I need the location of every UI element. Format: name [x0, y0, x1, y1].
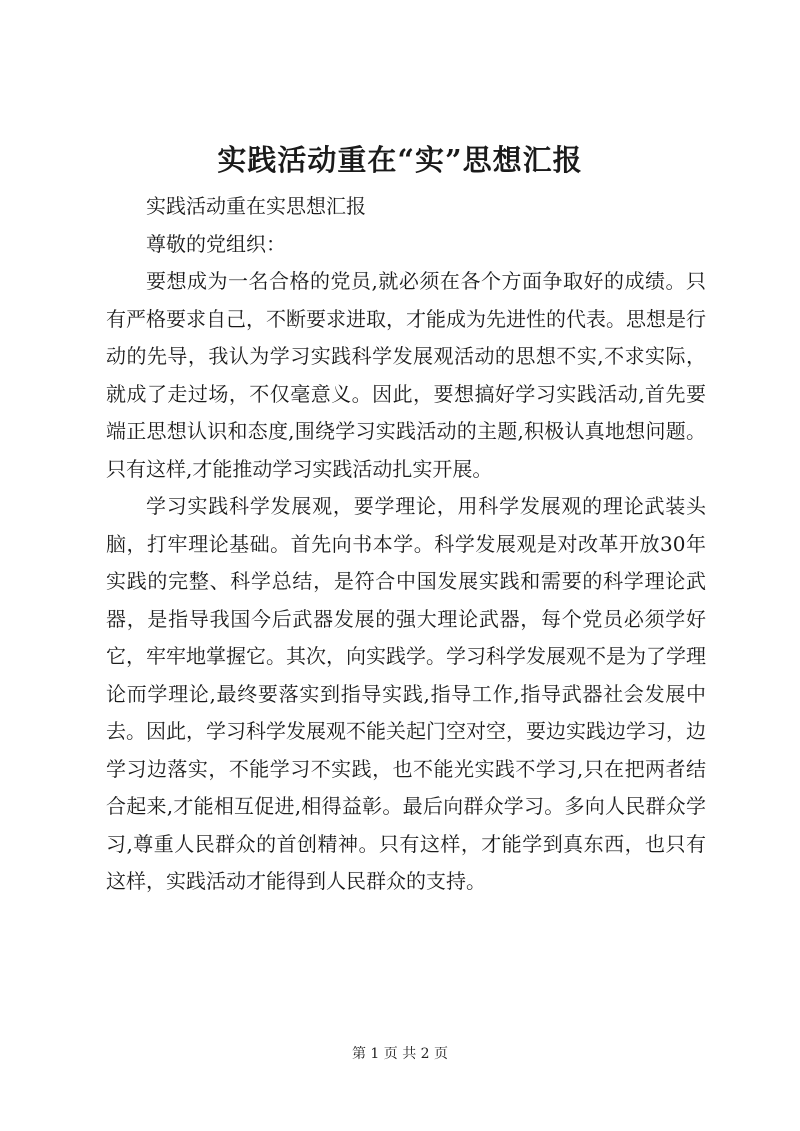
- paragraph-subtitle: 实践活动重在实思想汇报: [146, 194, 366, 218]
- page-number-footer: 第 1 页 共 2 页: [351, 1046, 449, 1062]
- paragraph-salutation: 尊敬的党组织：: [146, 231, 286, 256]
- paragraph-2: 学习实践科学发展观，要学理论，用科学发展观的理论武装头脑，打牢理论基础。首先向书本学。科学发展观是对改革开放30年实践的完整、科学总结，是符合中国发展实践和需要的科学理论武器，是指导我国今后武器发展的强大理论武器，每个党员必须学好它，牢牢地掌握它。其次，向实践学。学习科学发展观不是为了学理论而学理论,最终要落实到指导实践,指导工作,指导武器社会发展中去。因此，学习科学发展观不能关起门空对空，要边实践边学习，边学习边落实，不能学习不实践，也不能光实践不学习,只在把两者结合起来,才能相互促进,相得益彰。最后向群众学习。多向人民群众学习,尊重人民群众的首创精神。只有这样，才能学到真东西，也只有这样，实践活动才能得到人民群众的支持。: [106, 494, 706, 893]
- paragraph-1: 要想成为一名合格的党员,就必须在各个方面争取好的成绩。只有严格要求自己，不断要求进取，才能成为先进性的代表。思想是行动的先导，我认为学习实践科学发展观活动的思想不实,不求实际，就成了走过场，不仅毫意义。因此，要想搞好学习实践活动,首先要端正思想认识和态度,围绕学习实践活动的主题,积极认真地想问题。只有这样,才能推动学习实践活动扎实开展。: [106, 269, 706, 481]
- document-body: [106, 188, 706, 901]
- document-title: 实践活动重在“实”思想汇报: [217, 143, 583, 177]
